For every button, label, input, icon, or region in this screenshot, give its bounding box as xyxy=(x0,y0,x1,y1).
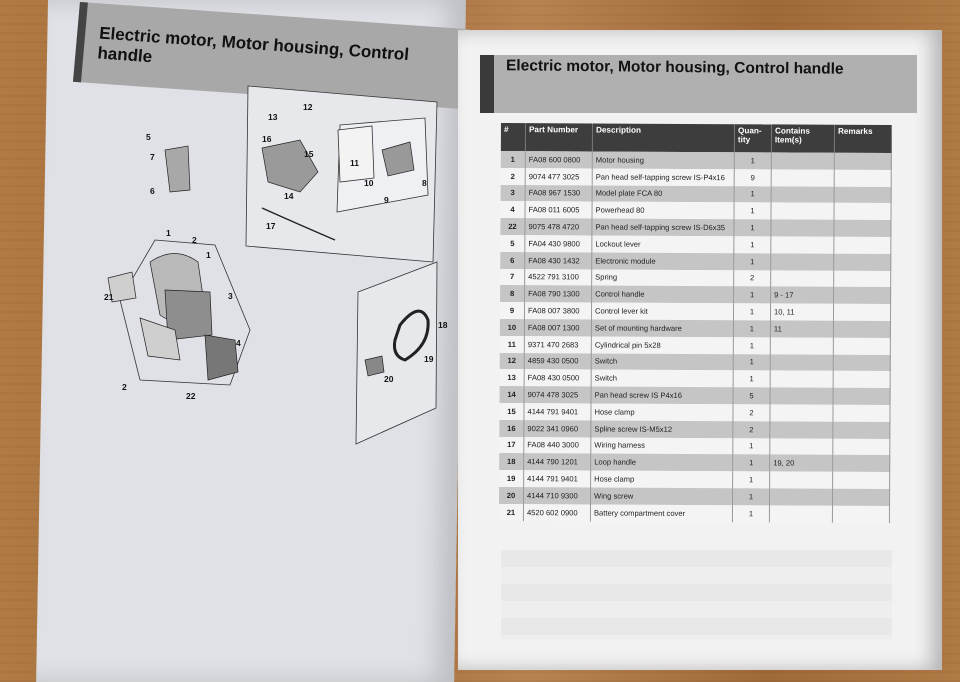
cell-desc: Model plate FCA 80 xyxy=(592,185,734,203)
table-row xyxy=(499,420,890,439)
cell-remarks xyxy=(834,237,891,254)
callout-8: 8 xyxy=(422,178,427,188)
callout-14: 14 xyxy=(284,191,294,201)
callout-18: 18 xyxy=(438,320,448,330)
cell-contains xyxy=(770,421,833,438)
right-page-title: Electric motor, Motor housing, Control handle xyxy=(505,57,844,78)
col-header-qty: Quan-tity xyxy=(734,124,771,152)
cell-contains xyxy=(770,404,833,421)
table-row xyxy=(500,269,891,288)
cell-contains xyxy=(770,354,833,371)
cell-qty: 2 xyxy=(733,404,770,421)
cell-num: 8 xyxy=(500,285,525,302)
cell-remarks xyxy=(833,421,890,438)
col-header-num: # xyxy=(501,123,526,151)
cell-remarks xyxy=(834,254,891,271)
cell-part: 4144 791 9401 xyxy=(524,403,591,420)
cell-contains xyxy=(769,505,832,522)
cell-num: 18 xyxy=(499,453,524,470)
table-row xyxy=(501,201,892,220)
cell-num: 2 xyxy=(501,168,526,185)
cell-remarks xyxy=(834,287,891,304)
callout-19: 19 xyxy=(424,354,434,364)
inset-box-lever-kit xyxy=(338,126,374,182)
cell-qty: 1 xyxy=(733,354,770,371)
wing-screw-shape xyxy=(365,356,384,376)
cell-contains xyxy=(771,186,834,203)
cell-desc: Hose clamp xyxy=(591,471,733,489)
cell-part: 9074 478 3025 xyxy=(524,386,591,403)
parts-table xyxy=(499,123,892,523)
cell-desc: Hose clamp xyxy=(591,403,733,421)
cell-remarks xyxy=(833,472,890,489)
cell-contains xyxy=(770,337,833,354)
cell-qty: 1 xyxy=(734,219,771,236)
cell-part: 9075 478 4720 xyxy=(525,218,592,235)
col-header-desc: Description xyxy=(592,123,734,152)
callout-3: 3 xyxy=(228,291,233,301)
cell-desc: Wing screw xyxy=(591,487,733,505)
cell-contains xyxy=(771,253,834,270)
table-row xyxy=(500,369,891,388)
cell-contains: 9 - 17 xyxy=(771,287,834,304)
callout-21: 21 xyxy=(104,292,114,302)
cell-part: 9022 341 0960 xyxy=(524,420,591,437)
cell-desc: Loop handle xyxy=(591,454,733,472)
cell-desc: Pan head self-tapping screw IS-P4x16 xyxy=(592,168,734,186)
cell-num: 11 xyxy=(500,336,525,353)
cell-remarks xyxy=(833,438,890,455)
cell-num: 3 xyxy=(501,185,526,202)
faded-reverse-rows xyxy=(501,550,892,640)
callout-7: 7 xyxy=(150,152,155,162)
callout-10: 10 xyxy=(364,178,374,188)
cell-num: 10 xyxy=(500,319,525,336)
powerhead-motor-shape xyxy=(205,335,238,380)
table-row xyxy=(500,302,891,321)
cell-qty: 2 xyxy=(734,270,771,287)
cell-qty: 1 xyxy=(733,320,770,337)
cell-qty: 1 xyxy=(733,337,770,354)
cell-qty: 1 xyxy=(734,186,771,203)
cell-num: 4 xyxy=(501,201,526,218)
cell-num: 17 xyxy=(499,437,524,454)
callout-4: 4 xyxy=(236,338,241,348)
cell-remarks xyxy=(833,405,890,422)
table-row xyxy=(500,336,891,355)
cell-part: 4520 602 0900 xyxy=(523,504,590,521)
table-row xyxy=(500,285,891,304)
callout-12: 12 xyxy=(303,102,313,112)
cell-contains xyxy=(771,152,834,169)
cell-qty: 1 xyxy=(734,203,771,220)
table-row xyxy=(500,252,891,271)
table-row xyxy=(499,504,890,523)
cell-desc: Pan head self-tapping screw IS-D6x35 xyxy=(592,219,734,237)
cell-contains xyxy=(770,472,833,489)
callout-1a: 1 xyxy=(166,228,171,238)
cell-contains xyxy=(771,236,834,253)
callout-5: 5 xyxy=(146,132,151,142)
col-header-remarks: Remarks xyxy=(834,125,891,153)
cell-part: 4144 790 1201 xyxy=(524,453,591,470)
cell-num: 13 xyxy=(500,369,525,386)
cell-contains xyxy=(771,220,834,237)
cell-contains xyxy=(771,169,834,186)
cell-qty: 1 xyxy=(733,303,770,320)
cell-part: FA08 430 1432 xyxy=(525,252,592,269)
cell-contains xyxy=(770,388,833,405)
cell-num: 12 xyxy=(500,353,525,370)
cell-contains xyxy=(770,488,833,505)
table-row xyxy=(500,386,891,405)
cell-num: 6 xyxy=(500,252,525,269)
cell-num: 22 xyxy=(500,218,525,235)
cell-desc: Motor housing xyxy=(592,151,734,169)
cell-qty: 2 xyxy=(733,421,770,438)
callout-20: 20 xyxy=(384,374,394,384)
cell-qty: 1 xyxy=(732,505,769,522)
cell-contains xyxy=(771,270,834,287)
cell-part: 4144 710 9300 xyxy=(524,487,591,504)
right-band-accent xyxy=(480,55,494,113)
cell-desc: Cylindrical pin 5x28 xyxy=(591,336,733,354)
cell-num: 14 xyxy=(500,386,525,403)
col-header-contains: Contains Item(s) xyxy=(771,124,834,152)
cell-num: 15 xyxy=(499,403,524,420)
callout-1b: 1 xyxy=(206,250,211,260)
cell-desc: Lockout lever xyxy=(592,235,734,253)
cell-remarks xyxy=(834,203,891,220)
cell-part: 4522 791 3100 xyxy=(525,269,592,286)
right-page xyxy=(458,30,942,670)
cell-num: 19 xyxy=(499,470,524,487)
callout-2a: 2 xyxy=(192,235,197,245)
cell-remarks xyxy=(833,388,890,405)
table-row xyxy=(499,487,890,506)
cell-part: 4144 791 9401 xyxy=(524,470,591,487)
cell-contains xyxy=(770,438,833,455)
cell-desc: Control handle xyxy=(592,286,734,304)
cell-part: 9371 470 2683 xyxy=(524,336,591,353)
cell-part: FA08 600 0800 xyxy=(525,151,592,168)
cell-num: 20 xyxy=(499,487,524,504)
cell-desc: Electronic module xyxy=(592,252,734,270)
table-row xyxy=(500,319,891,338)
cell-contains: 19, 20 xyxy=(770,455,833,472)
col-header-part: Part Number xyxy=(525,123,592,151)
table-row xyxy=(500,218,891,237)
cell-qty: 1 xyxy=(733,488,770,505)
left-page-title: Electric motor, Motor housing, Control handle xyxy=(96,23,410,67)
callout-17: 17 xyxy=(266,221,276,231)
cell-remarks xyxy=(833,338,890,355)
cell-remarks xyxy=(833,321,890,338)
cell-part: FA08 967 1530 xyxy=(525,185,592,202)
table-row xyxy=(501,151,892,170)
table-row xyxy=(499,403,890,422)
callout-15: 15 xyxy=(304,149,314,159)
table-row xyxy=(501,168,892,187)
cell-num: 21 xyxy=(499,504,524,521)
table-row xyxy=(501,185,892,204)
cell-contains: 10, 11 xyxy=(770,304,833,321)
cell-part: FA08 430 0500 xyxy=(524,369,591,386)
table-row xyxy=(499,453,890,472)
cell-qty: 1 xyxy=(734,152,771,169)
electronic-module-shape xyxy=(165,146,190,192)
cell-desc: Switch xyxy=(591,353,733,371)
callout-16: 16 xyxy=(262,134,272,144)
cell-remarks xyxy=(834,220,891,237)
callout-9: 9 xyxy=(384,195,389,205)
cell-qty: 5 xyxy=(733,387,770,404)
table-row xyxy=(500,353,891,372)
cell-desc: Wiring harness xyxy=(591,437,733,455)
cell-part: 4859 430 0500 xyxy=(524,353,591,370)
cell-part: 9074 477 3025 xyxy=(525,168,592,185)
cell-desc: Control lever kit xyxy=(591,303,733,321)
cell-desc: Battery compartment cover xyxy=(590,504,732,522)
cell-remarks xyxy=(834,270,891,287)
table-row xyxy=(499,437,890,456)
table-row xyxy=(500,235,891,254)
cell-part: FA08 007 3800 xyxy=(524,302,591,319)
cell-part: FA08 011 6005 xyxy=(525,202,592,219)
cell-qty: 1 xyxy=(734,236,771,253)
cell-part: FA08 790 1300 xyxy=(525,286,592,303)
parts-table-header-row xyxy=(501,123,892,153)
cell-desc: Spline screw IS-M5x12 xyxy=(591,420,733,438)
cell-remarks xyxy=(833,304,890,321)
cell-remarks xyxy=(833,489,890,506)
callout-13: 13 xyxy=(268,112,278,122)
callout-6: 6 xyxy=(150,186,155,196)
cell-part: FA08 007 1300 xyxy=(524,319,591,336)
cell-remarks xyxy=(834,170,891,187)
cell-num: 1 xyxy=(501,151,526,168)
cell-part: FA08 440 3000 xyxy=(524,437,591,454)
cell-contains xyxy=(771,203,834,220)
cell-num: 9 xyxy=(500,302,525,319)
cell-qty: 9 xyxy=(734,169,771,186)
cell-qty: 1 xyxy=(733,371,770,388)
cell-num: 16 xyxy=(499,420,524,437)
cell-remarks xyxy=(833,455,890,472)
cell-desc: Switch xyxy=(591,370,733,388)
cell-remarks xyxy=(832,505,889,522)
callout-11: 11 xyxy=(350,158,359,168)
table-row xyxy=(499,470,890,489)
cell-part: FA04 430 9800 xyxy=(525,235,592,252)
cell-qty: 1 xyxy=(734,287,771,304)
cell-remarks xyxy=(833,354,890,371)
cell-desc: Spring xyxy=(592,269,734,287)
cell-qty: 1 xyxy=(734,253,771,270)
cell-contains xyxy=(770,371,833,388)
cell-desc: Powerhead 80 xyxy=(592,202,734,220)
parts-table-body xyxy=(499,151,891,523)
cell-qty: 1 xyxy=(733,438,770,455)
cell-remarks xyxy=(833,371,890,388)
cell-num: 5 xyxy=(500,235,525,252)
cell-qty: 1 xyxy=(733,471,770,488)
callout-2b: 2 xyxy=(122,382,127,392)
cell-remarks xyxy=(834,153,891,170)
cell-remarks xyxy=(834,186,891,203)
cell-num: 7 xyxy=(500,269,525,286)
cell-desc: Pan head screw IS P4x16 xyxy=(591,387,733,405)
cell-qty: 1 xyxy=(733,455,770,472)
callout-22: 22 xyxy=(186,391,196,401)
cell-desc: Set of mounting hardware xyxy=(591,319,733,337)
cell-contains: 11 xyxy=(770,320,833,337)
